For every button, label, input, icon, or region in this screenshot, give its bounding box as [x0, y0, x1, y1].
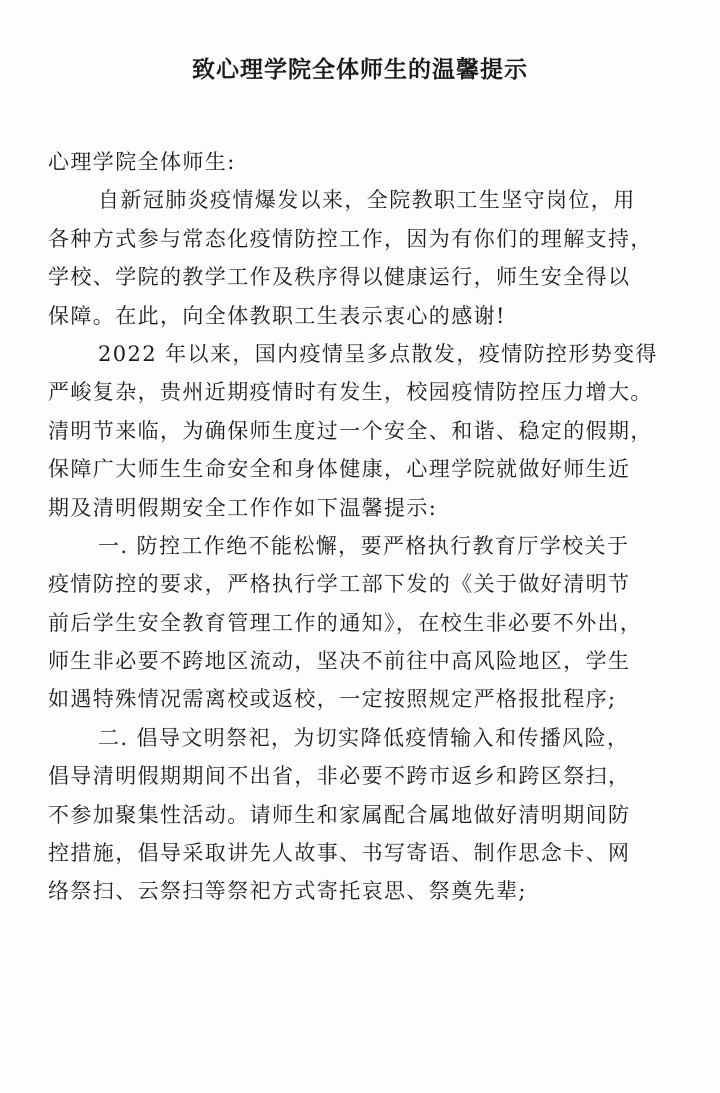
item-2-line-3: 不参加聚集性活动。请师生和家属配合属地做好清明期间防	[48, 802, 631, 827]
item-1-line-2: 疫情防控的要求，严格执行学工部下发的《关于做好清明节	[48, 572, 631, 597]
item-1-line-5: 如遇特殊情况需离校或返校，一定按照规定严格报批程序;	[48, 687, 617, 712]
paragraph-2-line-4: 保障广大师生生命安全和身体健康，心理学院就做好师生近	[48, 457, 631, 482]
document-title: 致心理学院全体师生的温馨提示	[192, 57, 528, 83]
document-body	[48, 143, 680, 911]
item-2-line-5: 络祭扫、云祭扫等祭祀方式寄托哀思、祭奠先辈;	[48, 879, 527, 904]
item-2-line-2: 倡导清明假期期间不出省，非必要不跨市返乡和跨区祭扫，	[48, 764, 631, 789]
paragraph-2-line-1: 2022 年以来，国内疫情呈多点散发，疫情防控形势变得	[98, 341, 658, 366]
paragraph-1-line-2: 各种方式参与常态化疫情防控工作，因为有你们的理解支持，	[48, 226, 653, 251]
item-1-line-4: 师生非必要不跨地区流动，坚决不前往中高风险地区，学生	[48, 649, 631, 674]
paragraph-2-line-2: 严峻复杂，贵州近期疫情时有发生，校园疫情防控压力增大。	[48, 380, 653, 405]
paragraph-1-line-4: 保障。在此，向全体教职工生表示衷心的感谢!	[48, 303, 506, 328]
paragraph-2-line-3: 清明节来临，为确保师生度过一个安全、和谐、稳定的假期，	[48, 418, 653, 443]
paragraph-1-line-1: 自新冠肺炎疫情爆发以来，全院教职工生坚守岗位，用	[98, 188, 636, 213]
salutation: 心理学院全体师生:	[48, 150, 236, 174]
paragraph-1-line-3: 学校、学院的教学工作及秩序得以健康运行，师生安全得以	[48, 265, 631, 290]
item-1-line-3: 前后学生安全教育管理工作的通知》，在校生非必要不外出，	[48, 610, 643, 635]
paragraph-2-line-5: 期及清明假期安全工作作如下温馨提示:	[48, 495, 438, 520]
item-2-line-4: 控措施，倡导采取讲先人故事、书写寄语、制作思念卡、网	[48, 841, 631, 866]
item-2-line-1: 二. 倡导文明祭祀，为切实降低疫情输入和传播风险，	[98, 725, 630, 750]
item-1-line-1: 一. 防控工作绝不能松懈，要严格执行教育厅学校关于	[98, 533, 630, 558]
